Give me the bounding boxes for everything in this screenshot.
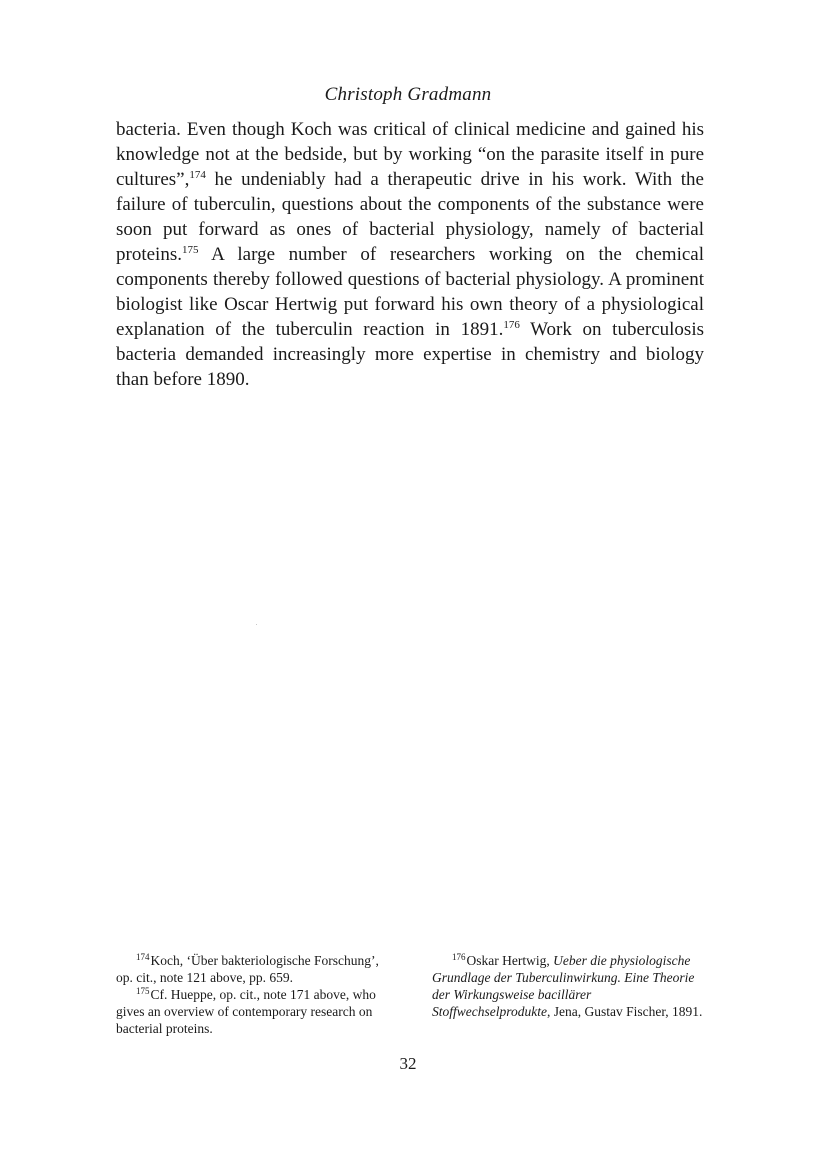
footnote-175 bbox=[116, 986, 388, 1037]
body-sentence-2: he undeniably had a therapeutic drive in his work. With the failure of tuberculin, questions about the components of the substance were soon put forward as ones of bacterial physiology, namely of bacterial proteins. bbox=[116, 169, 704, 265]
footnote-number: 174 bbox=[136, 952, 150, 962]
footnote-ref-176[interactable]: 176 bbox=[503, 319, 520, 331]
footnote-174 bbox=[116, 952, 388, 986]
body-sentence-4: Work on tuberculosis bacteria demanded increasingly more expertise in chemistry and biology than before 1890. bbox=[116, 319, 704, 390]
footnote-ref-174[interactable]: 174 bbox=[189, 169, 206, 181]
footnote-column-left bbox=[116, 952, 388, 1037]
body-text bbox=[116, 117, 704, 392]
footnote-number: 176 bbox=[452, 952, 466, 962]
footnote-number: 175 bbox=[136, 986, 150, 996]
body-sentence-3: A large number of researchers working on the chemical components thereby followed questions of bacterial physiology. A prominent biologist like Oscar Hertwig put forward his own theory of a physiological explanation of the tuberculin reaction in 1891. bbox=[116, 244, 704, 340]
running-head: Christoph Gradmann bbox=[324, 84, 492, 105]
footnote-publisher: , Jena, Gustav Fischer, 1891. bbox=[546, 1004, 703, 1019]
footnote-text: Cf. Hueppe, op. cit., note 171 above, who gives an overview of contemporary research on bacterial proteins. bbox=[116, 987, 376, 1036]
scan-speck bbox=[256, 624, 257, 625]
footnote-title: Ueber die physiologische Grundlage der Tuberculinwirkung. Eine Theorie der Wirkungsweise bacillärer Stoffwechselprodukte bbox=[432, 953, 695, 1019]
page-number: 32 bbox=[399, 1054, 417, 1073]
footnotes bbox=[116, 952, 704, 1037]
footnote-176 bbox=[432, 952, 704, 1020]
body-paragraph bbox=[116, 117, 704, 392]
footnote-text: Koch, ‘Über bakteriologische Forschung’, op. cit., note 121 above, pp. 659. bbox=[116, 953, 379, 985]
footnote-ref-175[interactable]: 175 bbox=[181, 244, 199, 256]
footnote-author: Oskar Hertwig, bbox=[466, 953, 554, 968]
footnote-column-right bbox=[432, 952, 704, 1037]
body-sentence-1: bacteria. Even though Koch was critical of clinical medicine and gained his knowledge not at the bedside, but by working “on the parasite itself in pure cultures”, bbox=[116, 119, 704, 190]
